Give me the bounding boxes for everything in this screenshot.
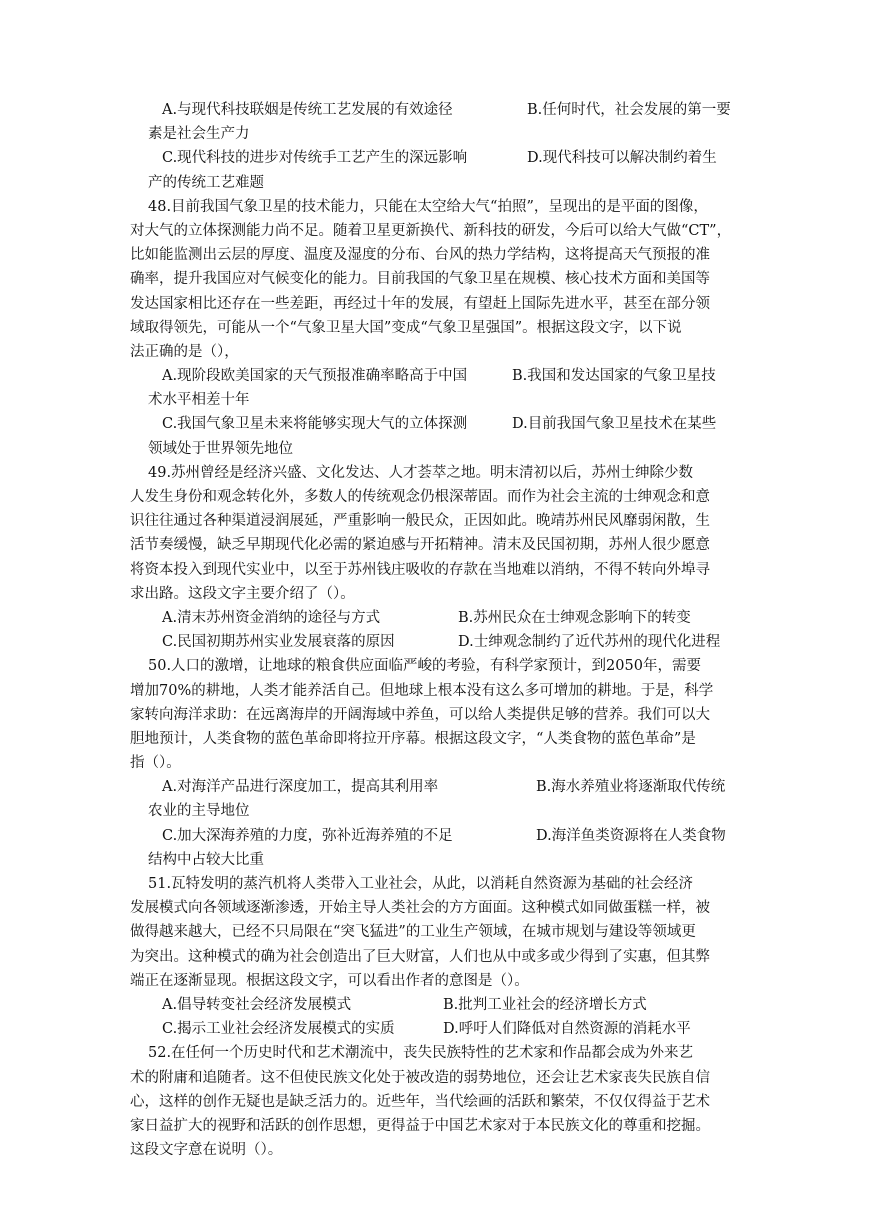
q48-options-row-2 [130, 412, 738, 436]
q50-options-row-2 [130, 824, 738, 848]
q51-option-d: D.呼吁人们降低对自然资源的消耗水平 [443, 1021, 691, 1038]
q51-options-row-1 [130, 993, 738, 1017]
q47-options-row-1 [130, 98, 738, 122]
q50-option-c: C.加大深海养殖的力度，弥补近海养殖的不足 [162, 827, 453, 844]
q47-options-row-2 [130, 146, 738, 170]
question-line: 指（）。 [130, 755, 181, 772]
question-line: 家转向海洋求助：在远离海岸的开阔海域中养鱼，可以给人类提供足够的营养。我们可以大 [130, 706, 710, 723]
q51-option-a: A.倡导转变社会经济发展模式 [162, 996, 352, 1013]
q50-option-b-cont: 农业的主导地位 [148, 803, 250, 820]
question-line: 心，这样的创作无疑也是缺乏活力的。近些年，当代绘画的活跃和繁荣，不仅仅得益于艺术 [130, 1093, 710, 1110]
q47-option-c: C.现代科技的进步对传统手工艺产生的深远影响 [162, 150, 468, 167]
question-line: 为突出。这种模式的确为社会创造出了巨大财富，人们也从中或多或少得到了实惠，但其弊 [130, 948, 710, 965]
q50-option-d-cont: 结构中占较大比重 [148, 851, 264, 868]
question-line: 对大气的立体探测能力尚不足。随着卫星更新换代、新科技的研发，今后可以给大气做“CT”， [130, 222, 732, 239]
q48-options-row-1 [130, 364, 738, 388]
question-line: 48.目前我国气象卫星的技术能力，只能在太空给大气“拍照”，呈现出的是平面的图像， [148, 198, 708, 215]
q50-options-row-1-wrap [130, 799, 738, 823]
q48-options-row-2-wrap [130, 437, 738, 461]
q51-option-b: B.批判工业社会的经济增长方式 [443, 996, 647, 1013]
question-line: 增加70%的耕地，人类才能养活自己。但地球上根本没有这么多可增加的耕地。于是，科学 [130, 682, 714, 699]
q48-option-b: B.我国和发达国家的气象卫星技 [512, 368, 716, 385]
question-line: 求出路。这段文字主要介绍了（）。 [130, 585, 355, 602]
question-line: 比如能监测出云层的厚度、温度及湿度的分布、台风的热力学结构，这将提高天气预报的准 [130, 247, 710, 264]
question-line: 发展模式向各领域逐渐渗透，开始主导人类社会的方方面面。这种模式如同做蛋糕一样，被 [130, 900, 710, 917]
question-line: 术的附庸和追随者。这不但使民族文化处于被改造的弱势地位，还会让艺术家丧失民族自信 [130, 1069, 710, 1086]
question-line: 人发生身份和观念转化外，多数人的传统观念仍根深蒂固。而作为社会主流的士绅观念和意 [130, 489, 710, 505]
q50-option-b: B.海水养殖业将逐渐取代传统 [536, 779, 726, 796]
question-line: 域取得领先，可能从一个“气象卫星大国”变成“气象卫星强国”。根据这段文字，以下说 [130, 319, 682, 336]
q49-option-c: C.民国初期苏州实业发展衰落的原因 [162, 634, 395, 651]
q47-option-b-cont: 素是社会生产力 [148, 126, 250, 143]
q51-question [130, 872, 738, 993]
q48-option-d: D.目前我国气象卫星技术在某些 [512, 416, 717, 433]
question-line: 端正在逐渐显现。根据这段文字，可以看出作者的意图是（）。 [130, 972, 529, 989]
q47-option-d-cont: 产的传统工艺难题 [148, 174, 264, 191]
question-line: 活节奏缓慢，缺乏早期现代化必需的紧迫感与开拓精神。清末及民国初期，苏州人很少愿意 [130, 537, 710, 554]
q49-options-row-2 [130, 630, 738, 654]
q49-option-a: A.清末苏州资金消纳的途径与方式 [162, 609, 381, 626]
q47-option-b: B.任何时代，社会发展的第一要 [527, 102, 731, 118]
question-line: 确率，提升我国应对气候变化的能力。目前我国的气象卫星在规模、核心技术方面和美国等 [130, 271, 710, 288]
q50-option-d: D.海洋鱼类资源将在人类食物 [536, 827, 726, 844]
q49-option-b: B.苏州民众在士绅观念影响下的转变 [458, 609, 691, 626]
q49-options-row-1 [130, 606, 738, 630]
q47-option-d: D.现代科技可以解决制约着生 [527, 150, 717, 167]
question-line: 这段文字意在说明（）。 [130, 1142, 283, 1159]
question-line: 做得越来越大，已经不只局限在“突飞猛进”的工业生产领域，在城市规划与建设等领域更 [130, 924, 696, 941]
q48-option-b-cont: 术水平相差十年 [148, 392, 250, 409]
question-line: 51.瓦特发明的蒸汽机将人类带入工业社会，从此，以消耗自然资源为基础的社会经济 [148, 876, 694, 892]
question-line: 将资本投入到现代实业中，以至于苏州钱庄吸收的存款在当地难以消纳，不得不转向外埠寻 [130, 561, 710, 578]
q48-options-row-1-wrap [130, 388, 738, 412]
question-line: 识往往通过各种渠道浸润展延，严重影响一般民众，正因如此。晚靖苏州民风靡弱闲散，生 [130, 513, 710, 530]
question-line: 家日益扩大的视野和活跃的创作思想，更得益于中国艺术家对于本民族文化的尊重和挖掘。 [130, 1117, 710, 1134]
q50-question [130, 654, 738, 775]
question-line: 法正确的是（）， [130, 343, 239, 360]
q50-options-row-2-wrap [130, 848, 738, 872]
question-line: 50.人口的激增，让地球的粮食供应面临严峻的考验，有科学家预计，到2050年，需要 [148, 658, 701, 675]
question-line: 发达国家相比还存在一些差距，再经过十年的发展，有望赶上国际先进水平，甚至在部分领 [130, 295, 710, 312]
q47-options-row-1-wrap [130, 122, 738, 146]
q48-option-d-cont: 领域处于世界领先地位 [148, 440, 293, 457]
q51-option-c: C.揭示工业社会经济发展模式的实质 [162, 1021, 395, 1038]
q49-question [130, 461, 738, 606]
q52-question [130, 1041, 738, 1162]
question-line: 52.在任何一个历史时代和艺术潮流中，丧失民族特性的艺术家和作品都会成为外来艺 [148, 1045, 694, 1062]
q48-question [130, 195, 738, 364]
q50-option-a: A.对海洋产品进行深度加工，提高其利用率 [162, 779, 439, 796]
q47-option-a: A.与现代科技联姻是传统工艺发展的有效途径 [162, 102, 453, 118]
question-line: 胆地预计，人类食物的蓝色革命即将拉开序幕。根据这段文字，“人类食物的蓝色革命”是 [130, 730, 696, 747]
question-line: 49.苏州曾经是经济兴盛、文化发达、人才荟萃之地。明末清初以后，苏州士绅除少数 [148, 464, 694, 481]
document-page [130, 98, 738, 1162]
q49-option-d: D.士绅观念制约了近代苏州的现代化进程 [458, 634, 721, 651]
q48-option-c: C.我国气象卫星未来将能够实现大气的立体探测 [162, 416, 468, 433]
q51-options-row-2 [130, 1017, 738, 1041]
q47-options-row-2-wrap [130, 171, 738, 195]
q50-options-row-1 [130, 775, 738, 799]
q48-option-a: A.现阶段欧美国家的天气预报准确率略高于中国 [162, 368, 468, 385]
